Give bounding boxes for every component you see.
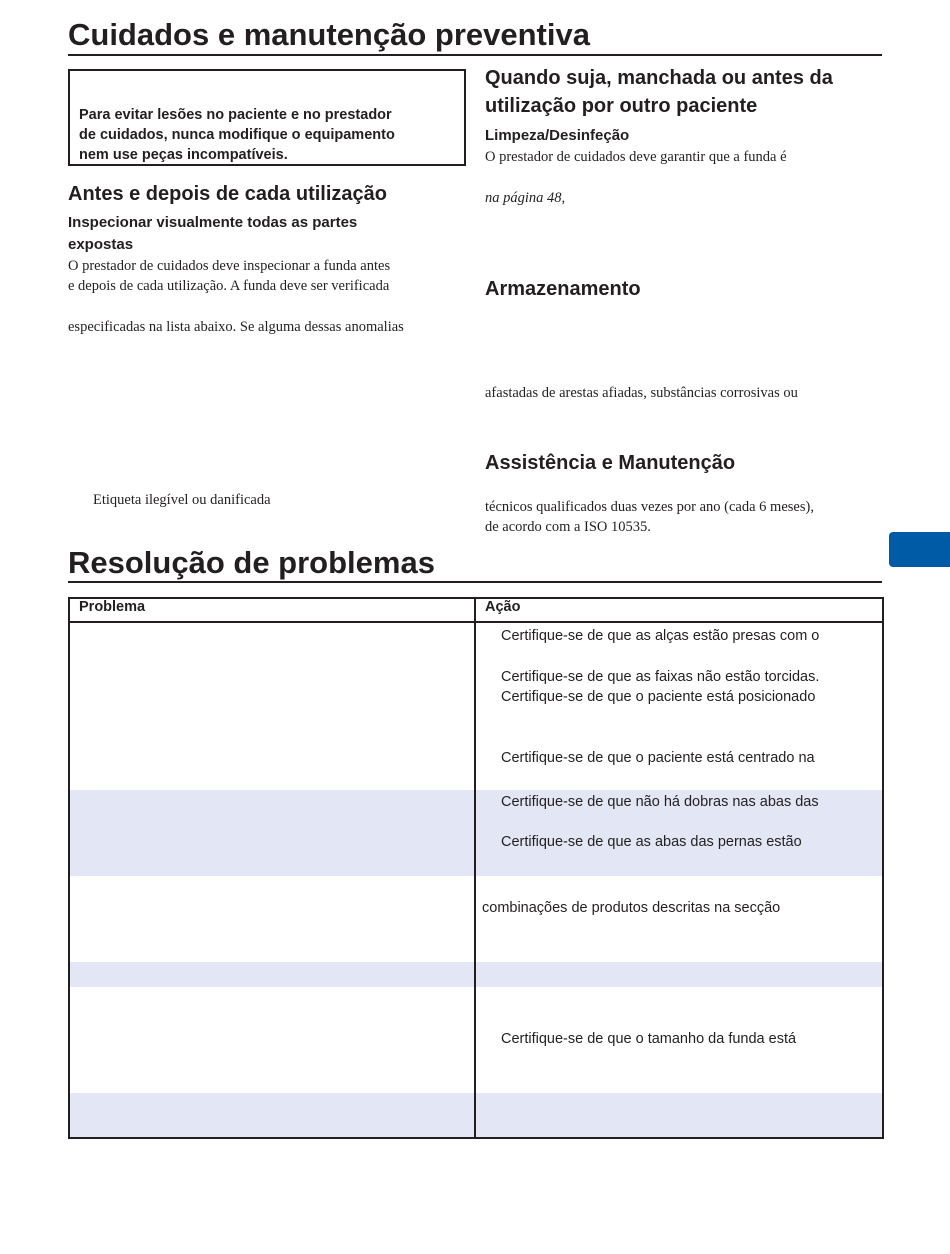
inspect-paragraph: especificadas na lista abaixo. Se alguma dessas anomalias [68, 319, 404, 335]
table-row [69, 622, 883, 790]
table-row [69, 962, 883, 987]
action-text: Certifique-se de que o paciente está posicionado [501, 689, 816, 705]
subheading-inspect: expostas [68, 236, 134, 253]
action-text: Certifique-se de que não há dobras nas abas das [501, 794, 819, 810]
problem-column-header: Problema [69, 598, 475, 622]
table-row [69, 790, 883, 876]
action-text: Certifique-se de que o tamanho da funda está [501, 1031, 797, 1047]
service-paragraph: de acordo com a ISO 10535. [485, 519, 651, 535]
action-cell [475, 876, 883, 962]
page-title: Cuidados e manutenção preventiva [68, 17, 590, 52]
action-text: combinações de produtos descritas na secção [482, 900, 781, 916]
cleaning-paragraph: O prestador de cuidados deve garantir que a funda é [485, 149, 787, 165]
troubleshooting-rule [68, 581, 882, 583]
storage-paragraph: afastadas de arestas afiadas, substâncias corrosivas ou [485, 385, 798, 401]
problem-cell [69, 876, 475, 962]
section-heading-service: Assistência e Manutenção [485, 452, 736, 474]
action-text: Certifique-se de que o paciente está centrado na [501, 750, 815, 766]
problem-cell [69, 1093, 475, 1138]
subheading-inspect: Inspecionar visualmente todas as partes [68, 214, 358, 231]
section-heading-dirty: utilização por outro paciente [485, 95, 758, 117]
warning-box [68, 69, 466, 166]
table-header-row [69, 598, 883, 622]
section-heading-before-after: Antes e depois de cada utilização [68, 183, 387, 205]
section-heading-dirty: Quando suja, manchada ou antes da [485, 67, 833, 89]
inspect-paragraph: e depois de cada utilização. A funda deve ser verificada [68, 278, 390, 294]
troubleshooting-table [68, 597, 884, 1139]
action-text: Certifique-se de que as faixas não estão torcidas. [501, 669, 820, 685]
warning-line: de cuidados, nunca modifique o equipamento [79, 127, 395, 143]
warning-line: Para evitar lesões no paciente e no prestador [79, 107, 392, 123]
inspect-paragraph: O prestador de cuidados deve inspecionar a funda antes [68, 258, 391, 274]
problem-cell [69, 962, 475, 987]
action-cell [475, 962, 883, 987]
action-cell [475, 790, 883, 876]
list-item: Etiqueta ilegível ou danificada [93, 492, 271, 508]
title-rule [68, 54, 882, 56]
problem-cell [69, 622, 475, 790]
chapter-tab [889, 532, 950, 567]
problem-cell [69, 987, 475, 1093]
table-row [69, 876, 883, 962]
problem-cell [69, 790, 475, 876]
table-row [69, 987, 883, 1093]
action-cell [475, 987, 883, 1093]
action-cell [475, 622, 883, 790]
warning-line: nem use peças incompatíveis. [79, 147, 288, 163]
section-heading-storage: Armazenamento [485, 278, 641, 300]
service-paragraph: técnicos qualificados duas vezes por ano (cada 6 meses), [485, 499, 814, 515]
action-text: Certifique-se de que as abas das pernas estão [501, 834, 802, 850]
action-text: Certifique-se de que as alças estão presas com o [501, 628, 820, 644]
action-column-header: Ação [475, 598, 883, 622]
cleaning-page-reference: na página 48, [485, 190, 566, 206]
table-row [69, 1093, 883, 1138]
subheading-cleaning: Limpeza/Desinfeção [485, 127, 630, 144]
action-cell [475, 1093, 883, 1138]
troubleshooting-title: Resolução de problemas [68, 545, 435, 580]
